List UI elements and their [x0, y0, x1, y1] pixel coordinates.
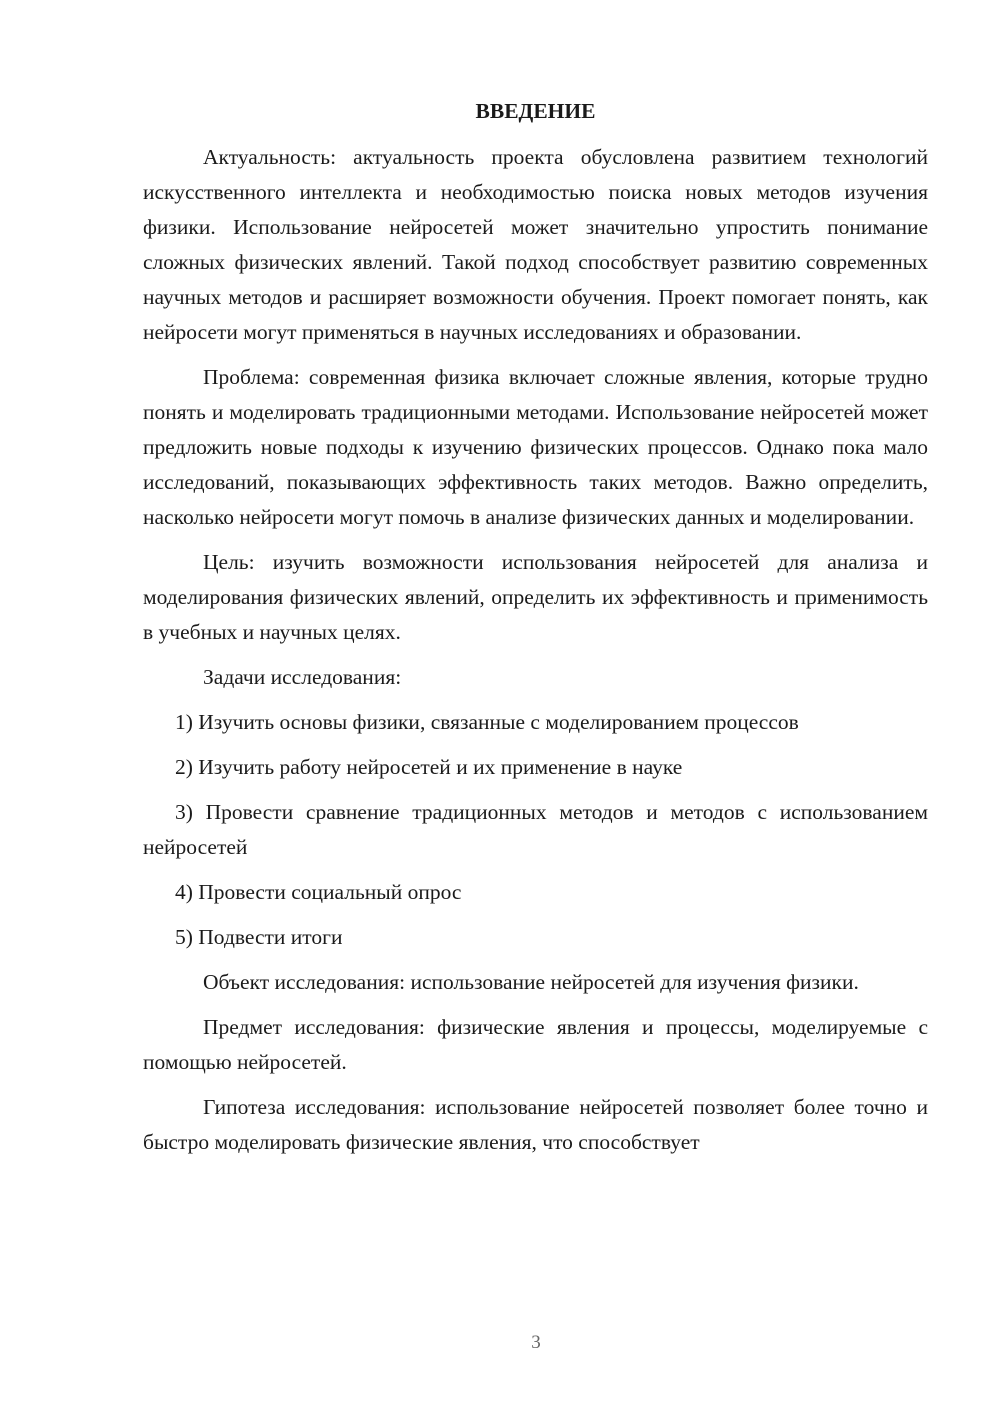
tasks-heading: Задачи исследования: [203, 665, 402, 689]
task-item-2: 2) Изучить работу нейросетей и их применение в науке [175, 755, 683, 779]
task-item-1: 1) Изучить основы физики, связанные с моделированием процессов [175, 710, 799, 734]
task-item-5: 5) Подвести итоги [175, 925, 343, 949]
paragraph-problem: Проблема: современная физика включает сложные явления, которые трудно понять и моделировать традиционными методами. Использование нейросетей может предложить новые подходы к изучению физических процессов. Однако пока мало исследований, показывающих эффективность таких методов. Важно определить, насколько нейросети могут помочь в анализе физических данных и моделировании. [143, 365, 928, 529]
page-content [143, 96, 928, 1170]
paragraph-object: Объект исследования: использование нейросетей для изучения физики. [203, 970, 859, 994]
paragraph-subject: Предмет исследования: физические явления и процессы, моделируемые с помощью нейросетей. [143, 1015, 928, 1074]
paragraph-relevance: Актуальность: актуальность проекта обусловлена развитием технологий искусственного интеллекта и необходимостью поиска новых методов изучения физики. Использование нейросетей может значительно упростить понимание сложных физических явлений. Такой подход способствует развитию современных научных методов и расширяет возможности обучения. Проект помогает понять, как нейросети могут применяться в научных исследованиях и образовании. [143, 145, 928, 344]
task-item-4: 4) Провести социальный опрос [175, 880, 462, 904]
page-title: ВВЕДЕНИЕ [475, 99, 596, 123]
paragraph-hypothesis: Гипотеза исследования: использование нейросетей позволяет более точно и быстро моделировать физические явления, что способствует [143, 1095, 928, 1154]
page-number: 3 [531, 1332, 541, 1353]
task-item-3: 3) Провести сравнение традиционных методов и методов с использованием нейросетей [143, 800, 928, 859]
paragraph-goal: Цель: изучить возможности использования нейросетей для анализа и моделирования физических явлений, определить их эффективность и применимость в учебных и научных целях. [143, 550, 928, 644]
